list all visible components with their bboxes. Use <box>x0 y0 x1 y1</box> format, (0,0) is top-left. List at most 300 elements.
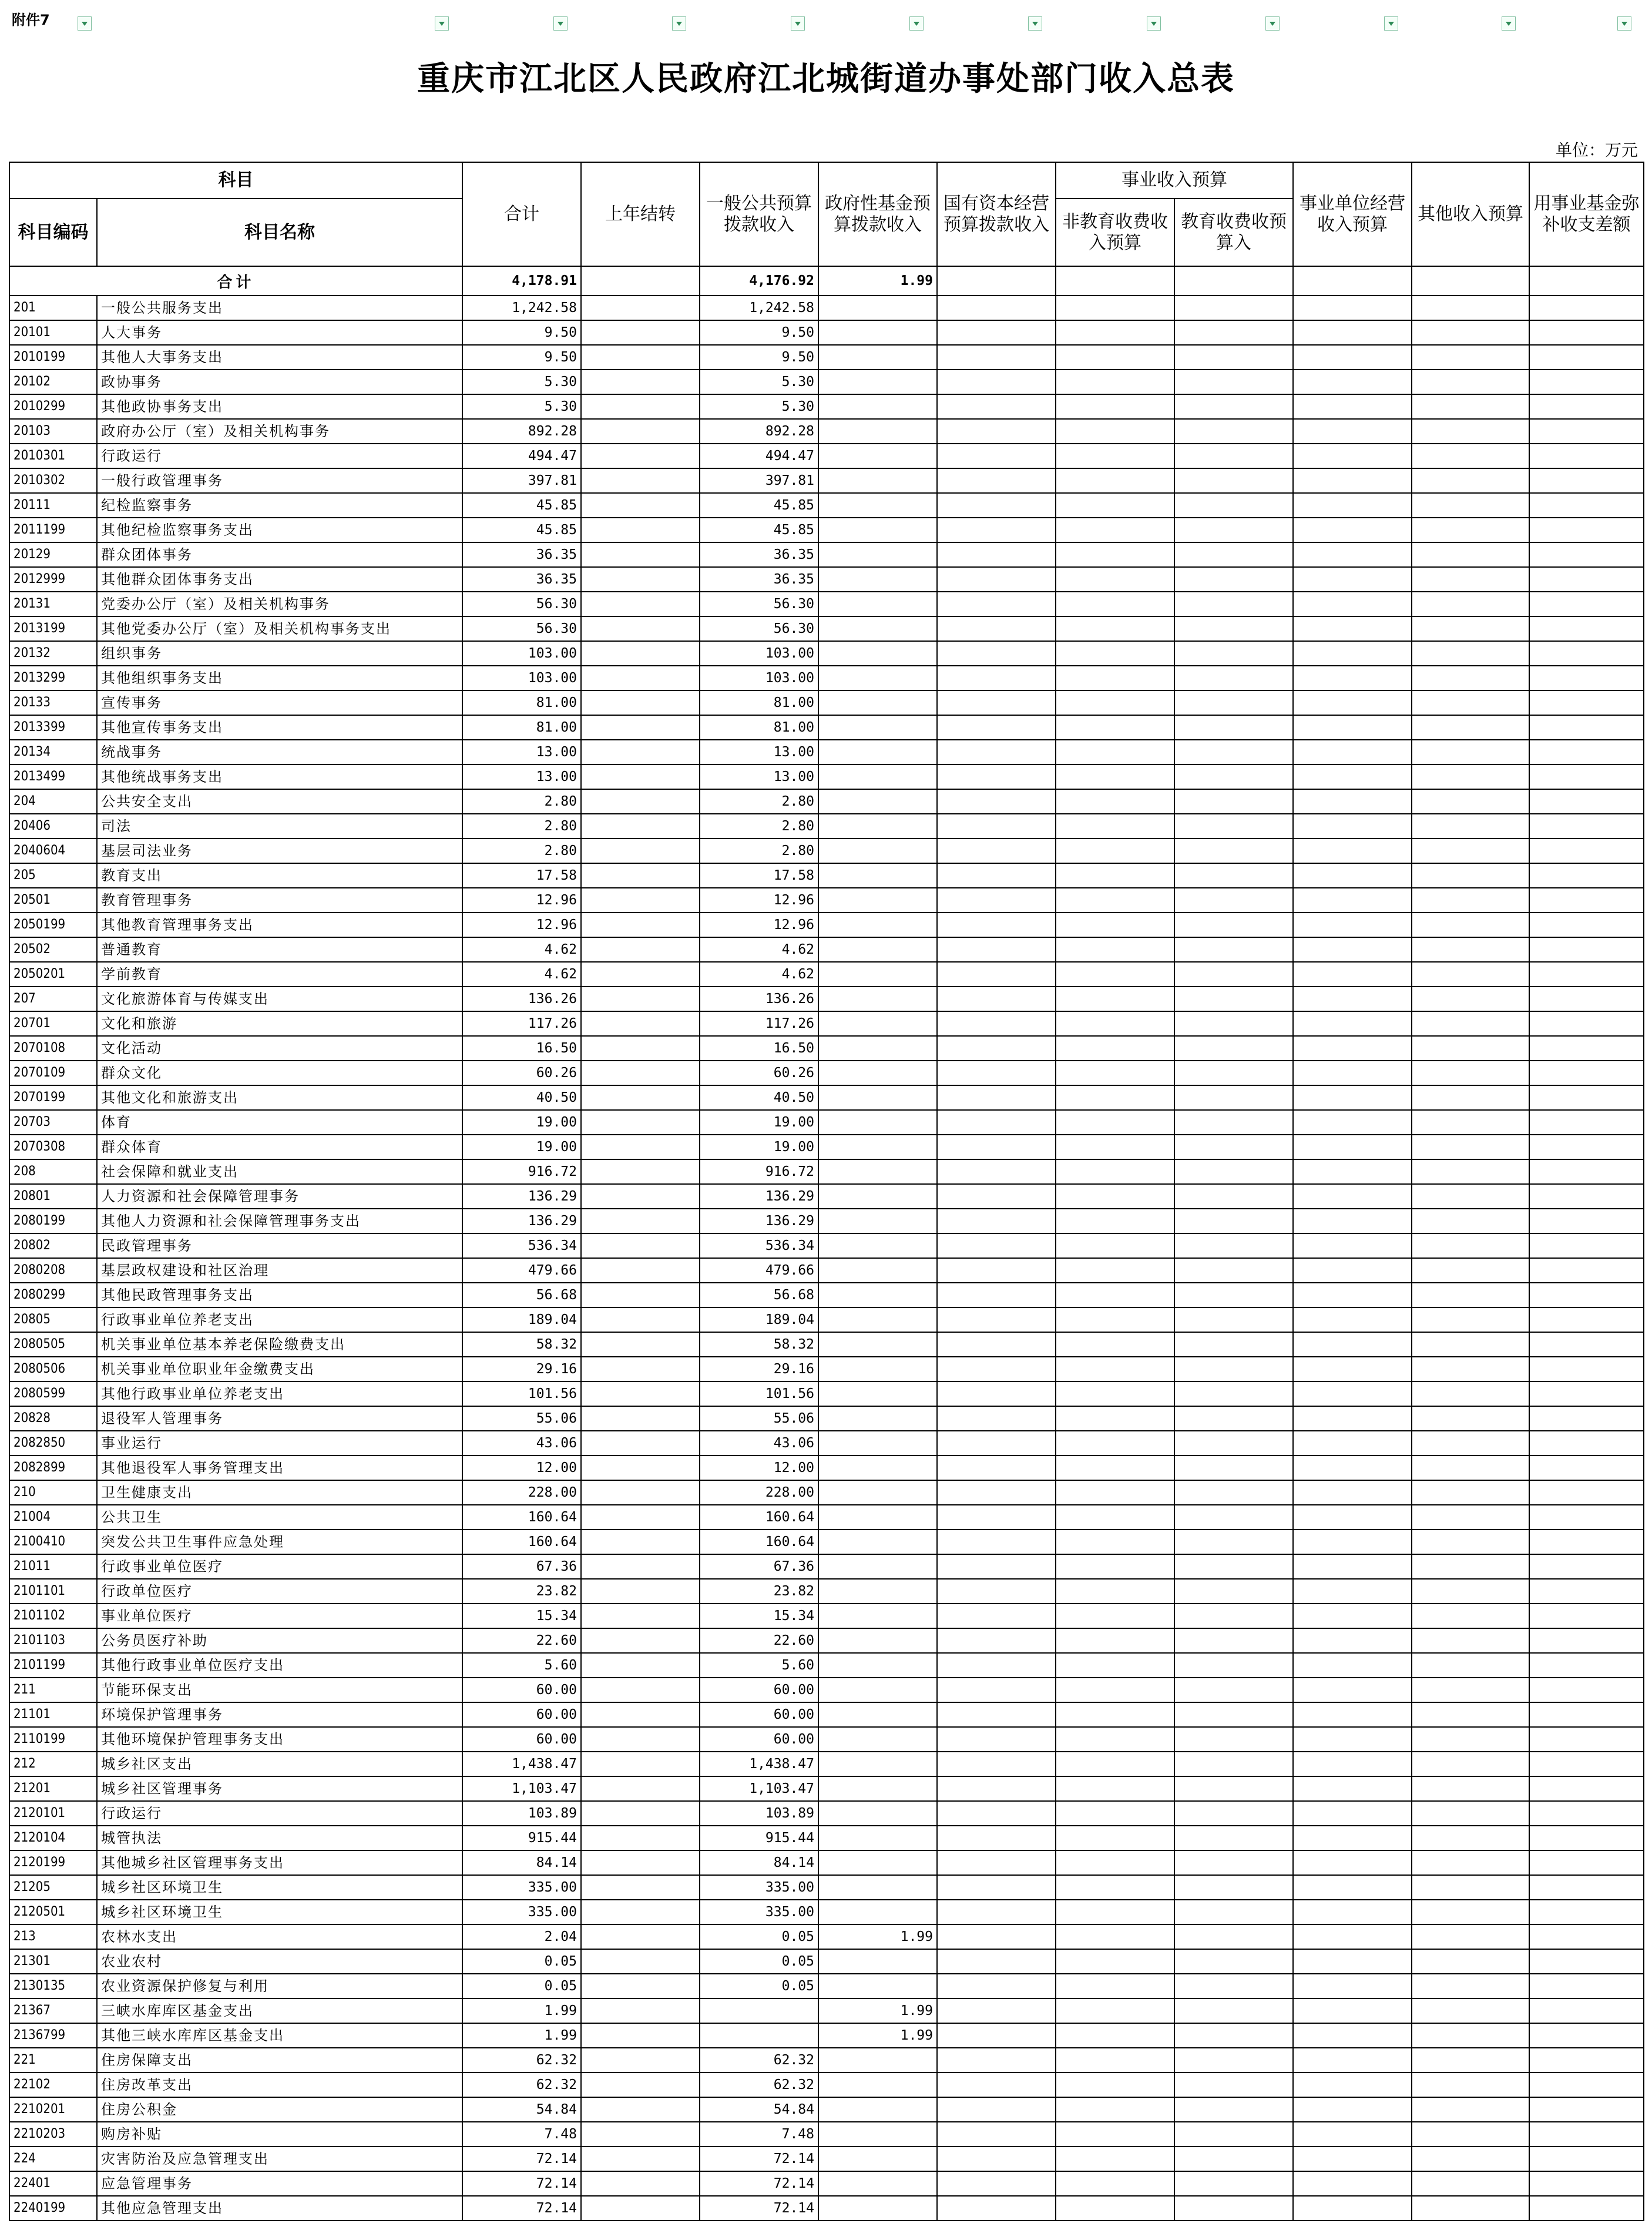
row-fund <box>818 592 937 616</box>
row-other-income <box>1412 567 1529 592</box>
table-row <box>9 715 1644 740</box>
row-state-capital <box>937 1011 1056 1036</box>
row-state-capital <box>937 1776 1056 1801</box>
row-general: 45.85 <box>700 518 818 542</box>
row-state-capital <box>937 863 1056 888</box>
table-row <box>9 789 1644 814</box>
table-row <box>9 444 1644 468</box>
row-fund <box>818 2122 937 2147</box>
row-total: 136.29 <box>462 1209 581 1233</box>
row-name: 三峡水库库区基金支出 <box>97 1998 462 2023</box>
row-edu-fee <box>1174 1653 1293 1678</box>
row-code: 21004 <box>9 1505 97 1530</box>
row-total: 160.64 <box>462 1505 581 1530</box>
row-carryover <box>581 1653 700 1678</box>
row-other-income <box>1412 888 1529 913</box>
row-name: 公务员医疗补助 <box>97 1628 462 1653</box>
row-name: 事业运行 <box>97 1431 462 1456</box>
row-non-edu-fee <box>1056 1604 1174 1628</box>
row-name: 其他人力资源和社会保障管理事务支出 <box>97 1209 462 1233</box>
row-code: 2100410 <box>9 1530 97 1554</box>
filter-dropdown-icon[interactable] <box>1028 16 1042 31</box>
row-fund <box>818 1702 937 1727</box>
row-other-income <box>1412 962 1529 987</box>
row-carryover <box>581 320 700 345</box>
filter-dropdown-icon[interactable] <box>553 16 568 31</box>
row-state-capital <box>937 518 1056 542</box>
table-row <box>9 1530 1644 1554</box>
row-general: 55.06 <box>700 1406 818 1431</box>
row-name: 行政事业单位养老支出 <box>97 1307 462 1332</box>
row-total: 1,438.47 <box>462 1752 581 1776</box>
filter-dropdown-icon[interactable] <box>672 16 686 31</box>
row-total: 189.04 <box>462 1307 581 1332</box>
row-other-income <box>1412 1875 1529 1900</box>
row-carryover <box>581 2097 700 2122</box>
row-edu-fee <box>1174 518 1293 542</box>
attachment-label: 附件7 <box>12 12 50 28</box>
row-fund <box>818 1776 937 1801</box>
row-total: 0.05 <box>462 1974 581 1998</box>
row-fund <box>818 1604 937 1628</box>
row-carryover <box>581 1159 700 1184</box>
row-edu-fee <box>1174 690 1293 715</box>
row-non-edu-fee <box>1056 715 1174 740</box>
row-state-capital <box>937 1900 1056 1924</box>
row-fund <box>818 715 937 740</box>
row-edu-fee <box>1174 419 1293 444</box>
row-fund <box>818 1850 937 1875</box>
row-edu-fee <box>1174 567 1293 592</box>
row-code: 2070109 <box>9 1061 97 1085</box>
row-carryover <box>581 2073 700 2097</box>
row-fund-balance <box>1529 1332 1644 1357</box>
row-unit-operating <box>1293 2048 1412 2073</box>
row-non-edu-fee <box>1056 2147 1174 2171</box>
row-other-income <box>1412 1727 1529 1752</box>
row-name: 文化旅游体育与传媒支出 <box>97 987 462 1011</box>
row-general: 915.44 <box>700 1826 818 1850</box>
row-total: 9.50 <box>462 320 581 345</box>
row-carryover <box>581 1974 700 1998</box>
row-unit-operating <box>1293 814 1412 839</box>
filter-dropdown-icon[interactable] <box>435 16 449 31</box>
row-non-edu-fee <box>1056 1184 1174 1209</box>
row-total: 5.30 <box>462 370 581 394</box>
row-state-capital <box>937 1727 1056 1752</box>
row-general: 136.29 <box>700 1209 818 1233</box>
table-row <box>9 937 1644 962</box>
row-edu-fee <box>1174 1554 1293 1579</box>
row-code: 20802 <box>9 1233 97 1258</box>
table-row <box>9 666 1644 690</box>
row-total: 19.00 <box>462 1110 581 1135</box>
row-carryover <box>581 1061 700 1085</box>
row-other-income <box>1412 937 1529 962</box>
row-non-edu-fee <box>1056 296 1174 320</box>
row-total: 55.06 <box>462 1406 581 1431</box>
row-total: 62.32 <box>462 2048 581 2073</box>
row-general: 335.00 <box>700 1900 818 1924</box>
row-non-edu-fee <box>1056 444 1174 468</box>
row-total: 60.00 <box>462 1702 581 1727</box>
table-row <box>9 2171 1644 2196</box>
row-fund <box>818 1406 937 1431</box>
row-other-income <box>1412 1357 1529 1381</box>
row-general: 136.26 <box>700 987 818 1011</box>
row-non-edu-fee <box>1056 1332 1174 1357</box>
row-code: 2040604 <box>9 839 97 863</box>
row-fund-balance <box>1529 1456 1644 1480</box>
row-non-edu-fee <box>1056 419 1174 444</box>
row-other-income <box>1412 1159 1529 1184</box>
row-edu-fee <box>1174 937 1293 962</box>
row-general: 72.14 <box>700 2196 818 2221</box>
row-other-income <box>1412 468 1529 493</box>
row-code: 2101102 <box>9 1604 97 1628</box>
row-code: 20131 <box>9 592 97 616</box>
row-edu-fee <box>1174 2073 1293 2097</box>
row-state-capital <box>937 1702 1056 1727</box>
row-other-income <box>1412 789 1529 814</box>
row-other-income <box>1412 296 1529 320</box>
row-total: 117.26 <box>462 1011 581 1036</box>
row-edu-fee <box>1174 370 1293 394</box>
row-name: 教育管理事务 <box>97 888 462 913</box>
row-code: 2013399 <box>9 715 97 740</box>
row-edu-fee <box>1174 2023 1293 2048</box>
row-fund-balance <box>1529 1357 1644 1381</box>
total-row <box>9 266 1644 296</box>
table-row <box>9 2196 1644 2221</box>
table-row <box>9 419 1644 444</box>
row-unit-operating <box>1293 666 1412 690</box>
row-fund-balance <box>1529 1604 1644 1628</box>
row-code: 2012999 <box>9 567 97 592</box>
row-general: 2.80 <box>700 814 818 839</box>
row-carryover <box>581 1530 700 1554</box>
row-non-edu-fee <box>1056 1900 1174 1924</box>
row-general: 56.68 <box>700 1283 818 1307</box>
row-total: 4.62 <box>462 962 581 987</box>
row-total: 36.35 <box>462 542 581 567</box>
row-other-income <box>1412 419 1529 444</box>
row-general: 189.04 <box>700 1307 818 1332</box>
row-edu-fee <box>1174 1184 1293 1209</box>
row-unit-operating <box>1293 1135 1412 1159</box>
row-carryover <box>581 1678 700 1702</box>
row-non-edu-fee <box>1056 1357 1174 1381</box>
row-carryover <box>581 1875 700 1900</box>
row-name: 其他党委办公厅（室）及相关机构事务支出 <box>97 616 462 641</box>
row-general: 397.81 <box>700 468 818 493</box>
row-unit-operating <box>1293 740 1412 764</box>
row-fund-balance <box>1529 888 1644 913</box>
row-state-capital <box>937 493 1056 518</box>
row-state-capital <box>937 370 1056 394</box>
row-unit-operating <box>1293 2097 1412 2122</box>
row-name: 事业单位医疗 <box>97 1604 462 1628</box>
row-general: 60.26 <box>700 1061 818 1085</box>
row-other-income <box>1412 1850 1529 1875</box>
filter-dropdown-icon[interactable] <box>1265 16 1280 31</box>
row-fund <box>818 1752 937 1776</box>
total-carryover <box>581 266 700 296</box>
row-name: 其他行政事业单位养老支出 <box>97 1381 462 1406</box>
row-carryover <box>581 1036 700 1061</box>
row-carryover <box>581 1357 700 1381</box>
row-non-edu-fee <box>1056 764 1174 789</box>
row-carryover <box>581 1233 700 1258</box>
row-unit-operating <box>1293 2196 1412 2221</box>
row-non-edu-fee <box>1056 1381 1174 1406</box>
row-fund <box>818 518 937 542</box>
row-carryover <box>581 641 700 666</box>
filter-dropdown-icon[interactable] <box>1384 16 1398 31</box>
row-other-income <box>1412 394 1529 419</box>
row-total: 12.96 <box>462 913 581 937</box>
row-non-edu-fee <box>1056 1036 1174 1061</box>
row-fund-balance <box>1529 1554 1644 1579</box>
row-non-edu-fee <box>1056 1233 1174 1258</box>
row-fund-balance <box>1529 567 1644 592</box>
row-edu-fee <box>1174 1110 1293 1135</box>
row-unit-operating <box>1293 2147 1412 2171</box>
table-row <box>9 1579 1644 1604</box>
row-other-income <box>1412 1900 1529 1924</box>
table-row <box>9 1653 1644 1678</box>
row-fund <box>818 839 937 863</box>
row-state-capital <box>937 641 1056 666</box>
row-carryover <box>581 1184 700 1209</box>
row-total: 2.80 <box>462 789 581 814</box>
row-code: 212 <box>9 1752 97 1776</box>
row-other-income <box>1412 1307 1529 1332</box>
row-general: 0.05 <box>700 1974 818 1998</box>
row-edu-fee <box>1174 1924 1293 1949</box>
row-unit-operating <box>1293 1974 1412 1998</box>
row-fund-balance <box>1529 2196 1644 2221</box>
row-non-edu-fee <box>1056 1307 1174 1332</box>
row-total: 12.00 <box>462 1456 581 1480</box>
row-general: 23.82 <box>700 1579 818 1604</box>
row-unit-operating <box>1293 1826 1412 1850</box>
row-total: 72.14 <box>462 2196 581 2221</box>
row-code: 2101101 <box>9 1579 97 1604</box>
row-total: 72.14 <box>462 2147 581 2171</box>
table-row <box>9 1332 1644 1357</box>
row-carryover <box>581 1850 700 1875</box>
row-code: 21011 <box>9 1554 97 1579</box>
filter-dropdown-icon[interactable] <box>909 16 924 31</box>
row-general: 62.32 <box>700 2073 818 2097</box>
row-unit-operating <box>1293 493 1412 518</box>
row-total: 536.34 <box>462 1233 581 1258</box>
row-other-income <box>1412 690 1529 715</box>
row-name: 宣传事务 <box>97 690 462 715</box>
row-other-income <box>1412 493 1529 518</box>
row-general: 7.48 <box>700 2122 818 2147</box>
table-row <box>9 2122 1644 2147</box>
total-amount: 4,178.91 <box>462 266 581 296</box>
row-fund-balance <box>1529 616 1644 641</box>
row-name: 基层政权建设和社区治理 <box>97 1258 462 1283</box>
row-fund-balance <box>1529 542 1644 567</box>
filter-dropdown-icon[interactable] <box>1617 16 1631 31</box>
row-edu-fee <box>1174 1307 1293 1332</box>
table-row <box>9 1850 1644 1875</box>
row-total: 62.32 <box>462 2073 581 2097</box>
row-edu-fee <box>1174 1579 1293 1604</box>
row-edu-fee <box>1174 1702 1293 1727</box>
row-unit-operating <box>1293 1924 1412 1949</box>
row-non-edu-fee <box>1056 567 1174 592</box>
row-general: 117.26 <box>700 1011 818 1036</box>
row-unit-operating <box>1293 1702 1412 1727</box>
row-other-income <box>1412 666 1529 690</box>
row-name: 其他三峡水库库区基金支出 <box>97 2023 462 2048</box>
filter-dropdown-icon[interactable] <box>78 16 92 31</box>
row-edu-fee <box>1174 592 1293 616</box>
row-carryover <box>581 789 700 814</box>
table-row <box>9 1357 1644 1381</box>
row-general: 536.34 <box>700 1233 818 1258</box>
row-state-capital <box>937 419 1056 444</box>
row-state-capital <box>937 962 1056 987</box>
row-non-edu-fee <box>1056 814 1174 839</box>
row-fund-balance <box>1529 1431 1644 1456</box>
row-general: 1,438.47 <box>700 1752 818 1776</box>
filter-dropdown-icon[interactable] <box>1147 16 1161 31</box>
row-carryover <box>581 2147 700 2171</box>
filter-dropdown-icon[interactable] <box>1502 16 1516 31</box>
row-other-income <box>1412 1505 1529 1530</box>
row-fund <box>818 1159 937 1184</box>
row-edu-fee <box>1174 1505 1293 1530</box>
row-general: 67.36 <box>700 1554 818 1579</box>
row-total: 45.85 <box>462 518 581 542</box>
row-code: 2120501 <box>9 1900 97 1924</box>
row-state-capital <box>937 1850 1056 1875</box>
row-non-edu-fee <box>1056 962 1174 987</box>
row-code: 21101 <box>9 1702 97 1727</box>
row-unit-operating <box>1293 542 1412 567</box>
row-fund-balance <box>1529 740 1644 764</box>
row-other-income <box>1412 1702 1529 1727</box>
row-edu-fee <box>1174 2097 1293 2122</box>
row-fund <box>818 1258 937 1283</box>
row-edu-fee <box>1174 1776 1293 1801</box>
row-name: 退役军人管理事务 <box>97 1406 462 1431</box>
table-row <box>9 1628 1644 1653</box>
row-other-income <box>1412 345 1529 370</box>
row-general: 54.84 <box>700 2097 818 2122</box>
row-code: 2120104 <box>9 1826 97 1850</box>
row-general: 5.30 <box>700 394 818 419</box>
row-other-income <box>1412 518 1529 542</box>
header-state-capital: 国有资本经营预算拨款收入 <box>937 162 1056 266</box>
row-unit-operating <box>1293 1233 1412 1258</box>
row-non-edu-fee <box>1056 666 1174 690</box>
row-unit-operating <box>1293 1283 1412 1307</box>
row-general: 36.35 <box>700 567 818 592</box>
row-non-edu-fee <box>1056 690 1174 715</box>
row-name: 农业农村 <box>97 1949 462 1974</box>
row-code: 2240199 <box>9 2196 97 2221</box>
row-edu-fee <box>1174 1530 1293 1554</box>
row-total: 36.35 <box>462 567 581 592</box>
row-unit-operating <box>1293 1628 1412 1653</box>
row-other-income <box>1412 2097 1529 2122</box>
row-code: 2120101 <box>9 1801 97 1826</box>
row-total: 1,242.58 <box>462 296 581 320</box>
filter-dropdown-icon[interactable] <box>791 16 805 31</box>
table-row <box>9 1702 1644 1727</box>
row-carryover <box>581 444 700 468</box>
row-fund-balance <box>1529 1776 1644 1801</box>
row-unit-operating <box>1293 1752 1412 1776</box>
row-non-edu-fee <box>1056 2097 1174 2122</box>
row-unit-operating <box>1293 937 1412 962</box>
header-subject: 科目 <box>9 162 462 199</box>
income-summary-table <box>9 162 1644 2221</box>
row-fund <box>818 863 937 888</box>
row-non-edu-fee <box>1056 913 1174 937</box>
row-state-capital <box>937 2122 1056 2147</box>
table-row <box>9 394 1644 419</box>
row-fund <box>818 2147 937 2171</box>
row-carryover <box>581 1011 700 1036</box>
row-general: 4.62 <box>700 962 818 987</box>
row-unit-operating <box>1293 1332 1412 1357</box>
row-carryover <box>581 394 700 419</box>
row-fund <box>818 1357 937 1381</box>
row-carryover <box>581 863 700 888</box>
row-state-capital <box>937 567 1056 592</box>
row-general: 1,103.47 <box>700 1776 818 1801</box>
row-name: 一般公共服务支出 <box>97 296 462 320</box>
row-total: 67.36 <box>462 1554 581 1579</box>
table-row <box>9 1900 1644 1924</box>
row-fund <box>818 1307 937 1332</box>
row-non-edu-fee <box>1056 1061 1174 1085</box>
row-fund <box>818 1505 937 1530</box>
row-total: 2.80 <box>462 839 581 863</box>
row-other-income <box>1412 2147 1529 2171</box>
row-carryover <box>581 1554 700 1579</box>
row-fund-balance <box>1529 2097 1644 2122</box>
row-carryover <box>581 937 700 962</box>
row-state-capital <box>937 2048 1056 2073</box>
row-edu-fee <box>1174 1826 1293 1850</box>
row-general: 103.00 <box>700 641 818 666</box>
row-state-capital <box>937 2147 1056 2171</box>
row-total: 9.50 <box>462 345 581 370</box>
header-general-budget: 一般公共预算拨款收入 <box>700 162 818 266</box>
row-code: 2013199 <box>9 616 97 641</box>
row-fund-balance <box>1529 1184 1644 1209</box>
row-fund-balance <box>1529 1381 1644 1406</box>
table-row <box>9 1826 1644 1850</box>
row-name: 节能环保支出 <box>97 1678 462 1702</box>
row-unit-operating <box>1293 1085 1412 1110</box>
row-unit-operating <box>1293 1480 1412 1505</box>
row-unit-operating <box>1293 1357 1412 1381</box>
row-code: 2070108 <box>9 1036 97 1061</box>
row-fund-balance <box>1529 1159 1644 1184</box>
table-row <box>9 1801 1644 1826</box>
row-total: 7.48 <box>462 2122 581 2147</box>
